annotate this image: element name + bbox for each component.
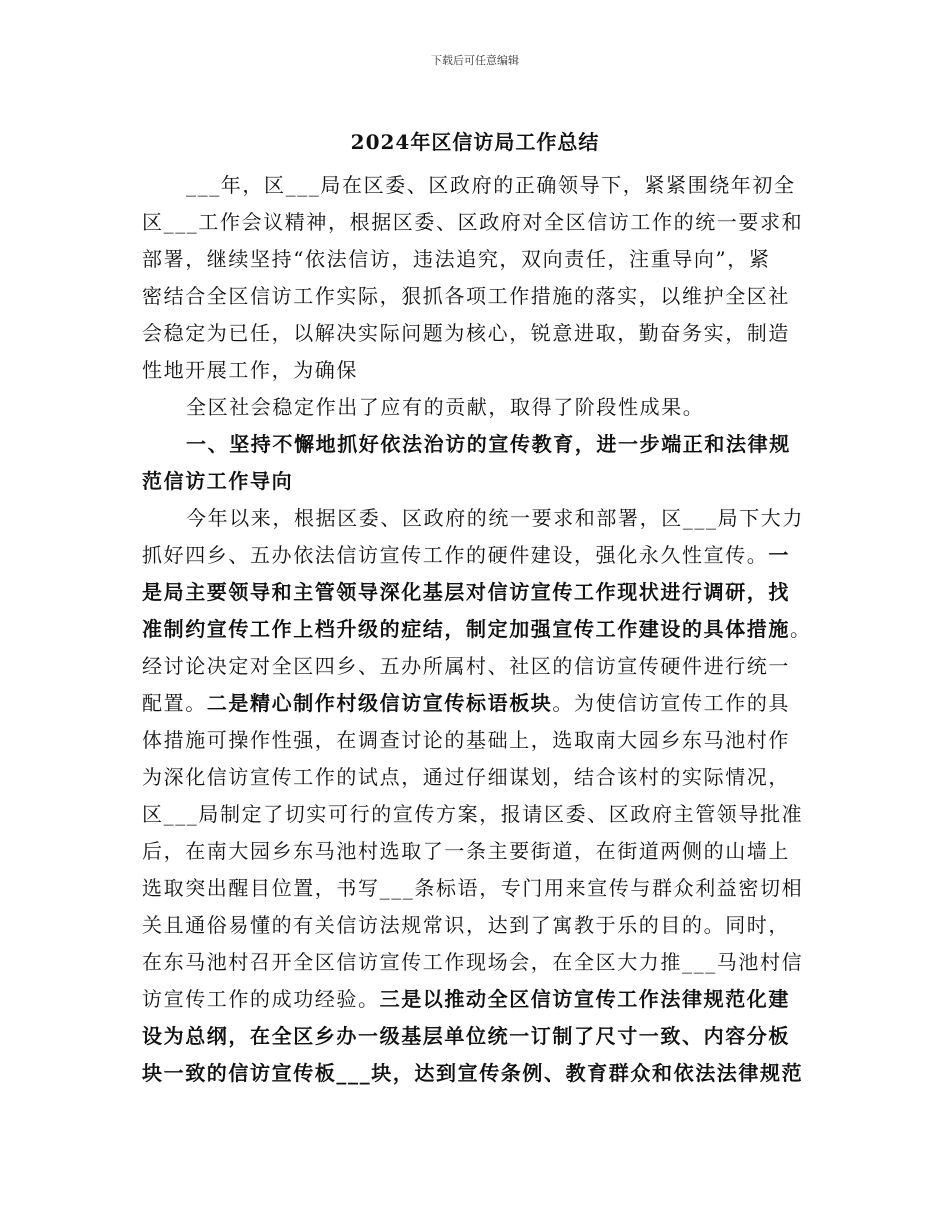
text-segment: 经讨论决定对全区四乡、五办所属村、社区的信访宣传硬件进行统一 [142, 654, 790, 678]
text-segment: 区___工作会议精神，根据区委、区政府对全区信访工作的统一要求和 [142, 210, 804, 234]
page-title: 2024年区信访局工作总结 [350, 130, 600, 154]
text-segment: 今年以来，根据区委、区政府的统一要求和部署，区___局下大力 [186, 506, 804, 530]
text-line [142, 870, 822, 907]
text-line [142, 537, 822, 574]
text-segment: 。为使信访宣传工作的具 [552, 691, 791, 715]
text-line [142, 722, 822, 759]
bold-text: 三是以推动全区信访宣传工作法律规范化建 [379, 987, 791, 1011]
text-segment: 配置。 [142, 691, 207, 715]
text-line [142, 685, 822, 722]
text-line [142, 796, 822, 833]
text-segment: 选取突出醒目位置，书写___条标语，专门用来宣传与群众利益密切相 [142, 876, 804, 900]
text-segment: 。 [790, 617, 812, 641]
text-segment: 全区社会稳定作出了应有的贡献，取得了阶段性成果。 [186, 395, 705, 419]
text-line [142, 278, 822, 315]
bold-text: 设为总纲，在全区乡办一级基层单位统一订制了尺寸一致、内容分板 [142, 1024, 790, 1048]
text-segment: 访宣传工作的成功经验。 [142, 987, 380, 1011]
text-segment: ___年，区___局在区委、区政府的正确领导下，紧紧围绕年初全 [186, 173, 796, 197]
text-line [142, 648, 822, 685]
text-line [142, 833, 822, 870]
text-segment: 在东马池村召开全区信访宣传工作现场会，在全区大力推___马池村信 [142, 950, 804, 974]
page-header: 下载后可任意编辑 [431, 54, 519, 67]
text-segment: 性地开展工作，为确保 [142, 358, 358, 382]
text-line [142, 1055, 822, 1092]
text-line [142, 389, 822, 426]
bold-text: 是局主要领导和主管领导深化基层对信访宣传工作现状进行调研，找 [142, 580, 790, 604]
text-segment: 关且通俗易懂的有关信访法规常识，达到了寓教于乐的目的。同时， [142, 913, 790, 937]
text-line [142, 352, 822, 389]
text-segment: 为深化信访宣传工作的试点，通过仔细谋划，结合该村的实际情况， [142, 765, 790, 789]
bold-text: 块一致的信访宣传板___块，达到宣传条例、教育群众和依法法律规范 [142, 1061, 804, 1085]
text-line [142, 907, 822, 944]
text-line [142, 167, 822, 204]
document-body [142, 167, 822, 1092]
text-line [142, 611, 822, 648]
text-line [142, 241, 822, 278]
text-line [142, 981, 822, 1018]
bold-text: 一 [768, 543, 791, 567]
bold-text: 范信访工作导向 [142, 469, 294, 493]
text-line [142, 315, 822, 352]
text-segment: 后，在南大园乡东马池村选取了一条主要街道，在街道两侧的山墙上 [142, 839, 790, 863]
text-line [142, 1018, 822, 1055]
bold-text: 一、坚持不懈地抓好依法治访的宣传教育，进一步端正和法律规 [186, 432, 791, 456]
text-line [142, 759, 822, 796]
text-segment: 部署，继续坚持“依法信访，违法追究，双向责任，注重导向”，紧 [142, 247, 771, 271]
text-segment: 抓好四乡、五办依法信访宣传工作的硬件建设，强化永久性宣传。 [142, 543, 769, 567]
text-line [142, 574, 822, 611]
text-line [142, 426, 822, 463]
text-segment: 会稳定为已任，以解决实际问题为核心，锐意进取，勤奋务实，制造 [142, 321, 790, 345]
text-line [142, 204, 822, 241]
text-segment: 密结合全区信访工作实际，狠抓各项工作措施的落实，以维护全区社 [142, 284, 790, 308]
bold-text: 二是精心制作村级信访宣传标语板块 [206, 691, 553, 715]
text-line [142, 944, 822, 981]
text-segment: 区___局制定了切实可行的宣传方案，报请区委、区政府主管领导批准 [142, 802, 804, 826]
text-segment: 体措施可操作性强，在调查讨论的基础上，选取南大园乡东马池村作 [142, 728, 790, 752]
bold-text: 准制约宣传工作上档升级的症结，制定加强宣传工作建设的具体措施 [142, 617, 790, 641]
text-line [142, 463, 822, 500]
text-line [142, 500, 822, 537]
